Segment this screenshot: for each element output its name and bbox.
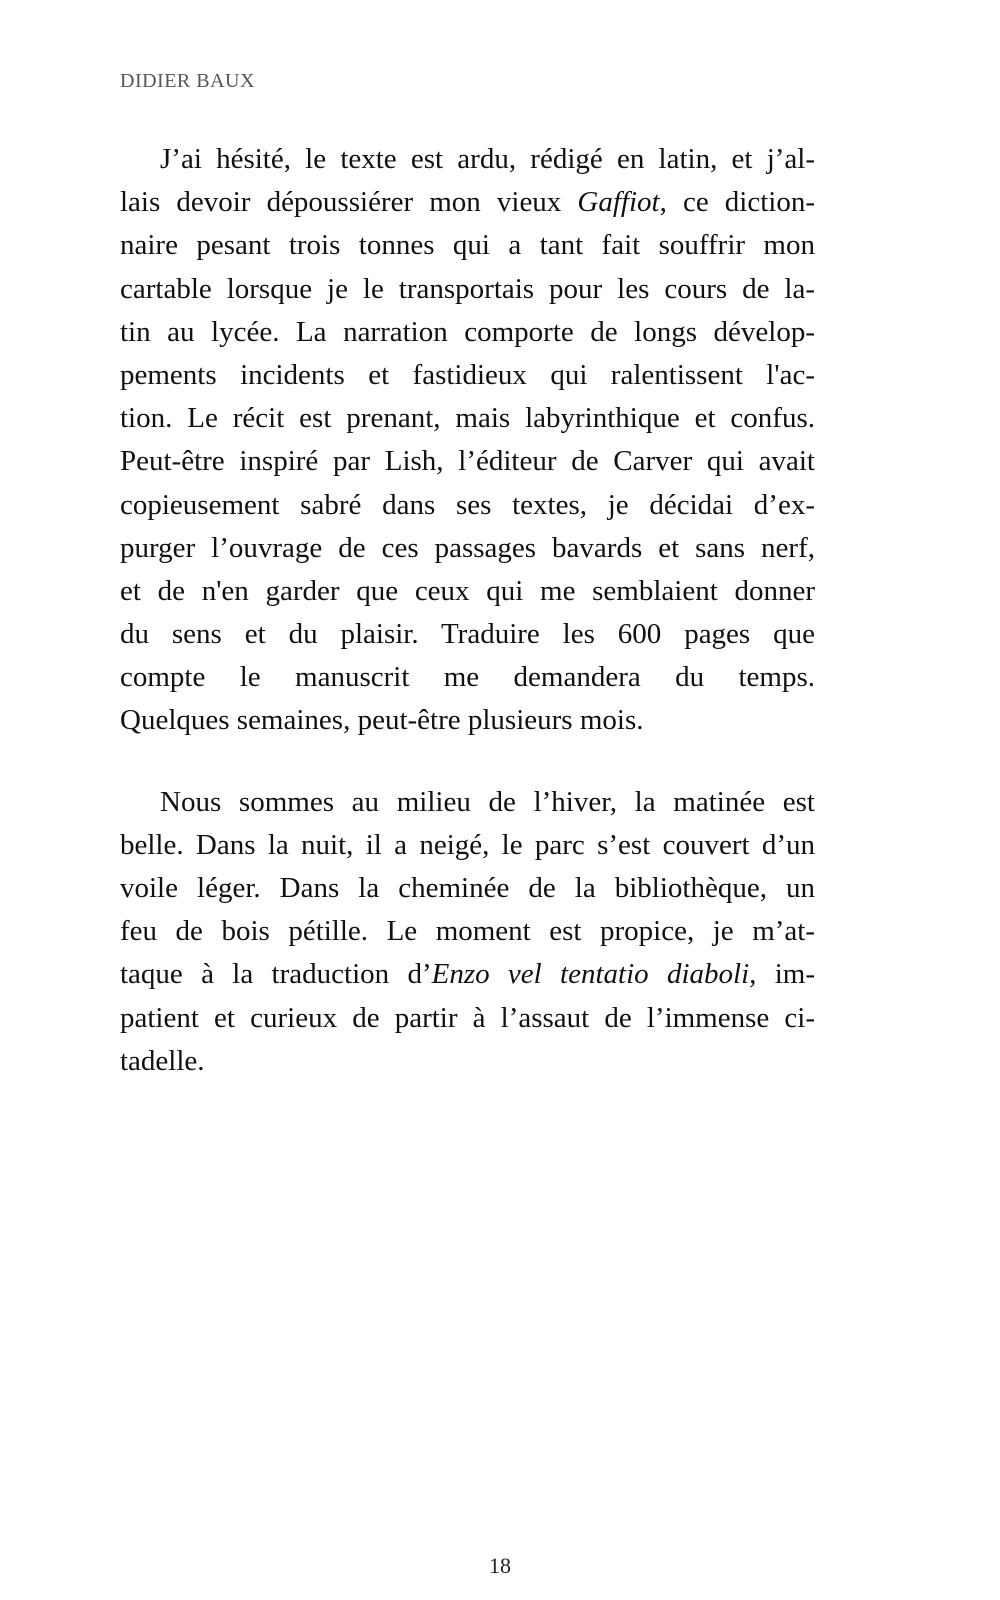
text-line: pements incidents et fastidieux qui ralentissent l'ac- bbox=[120, 358, 815, 391]
text-line: tion. Le récit est prenant, mais labyrinthique et confus. bbox=[120, 402, 815, 435]
italic-book-title: Enzo vel tentatio diaboli, bbox=[431, 958, 757, 991]
text-run: im- bbox=[756, 958, 815, 991]
text-line: tin au lycée. La narration comporte de longs dévelop- bbox=[120, 315, 815, 348]
text-line: du sens et du plaisir. Traduire les 600 pages que bbox=[120, 618, 815, 651]
text-line: voile léger. Dans la cheminée de la bibliothèque, un bbox=[120, 872, 815, 904]
text-line: feu de bois pétille. Le moment est propice, je m’at- bbox=[120, 915, 815, 948]
text-line: Quelques semaines, peut-être plusieurs mois. bbox=[120, 704, 644, 737]
text-run: , ce diction- bbox=[659, 186, 815, 219]
running-head: DIDIER BAUX bbox=[120, 70, 255, 92]
italic-book-title: Gaffiot bbox=[577, 186, 660, 219]
text-line: patient et curieux de partir à l’assaut de l’immense ci- bbox=[120, 1001, 815, 1034]
text-line: naire pesant trois tonnes qui a tant fait souffrir mon bbox=[120, 229, 815, 262]
text-run: lais devoir dépoussiérer mon vieux bbox=[120, 186, 578, 219]
text-line bbox=[120, 953, 815, 996]
text-line: belle. Dans la nuit, il a neigé, le parc s’est couvert d’un bbox=[120, 828, 815, 861]
text-run: taque à la traduction d’ bbox=[120, 958, 432, 991]
text-line bbox=[120, 181, 815, 224]
paragraph-2 bbox=[120, 781, 815, 1083]
paragraph-1 bbox=[120, 138, 815, 743]
text-line: cartable lorsque je le transportais pour les cours de la- bbox=[120, 272, 815, 305]
text-line: compte le manuscrit me demandera du temps. bbox=[120, 661, 815, 694]
text-line: tadelle. bbox=[120, 1044, 205, 1077]
page-number: 18 bbox=[489, 1553, 511, 1578]
text-line: Peut-être inspiré par Lish, l’éditeur de Carver qui avait bbox=[120, 445, 815, 478]
text-line: purger l’ouvrage de ces passages bavards et sans nerf, bbox=[120, 531, 815, 564]
text-line: J’ai hésité, le texte est ardu, rédigé en latin, et j’al- bbox=[160, 143, 815, 175]
text-line: Nous sommes au milieu de l’hiver, la matinée est bbox=[160, 785, 815, 818]
body-text bbox=[120, 138, 815, 1083]
paragraph-gap bbox=[120, 743, 815, 781]
text-line: copieusement sabré dans ses textes, je décidai d’ex- bbox=[120, 488, 815, 521]
text-line: et de n'en garder que ceux qui me semblaient donner bbox=[120, 574, 815, 607]
